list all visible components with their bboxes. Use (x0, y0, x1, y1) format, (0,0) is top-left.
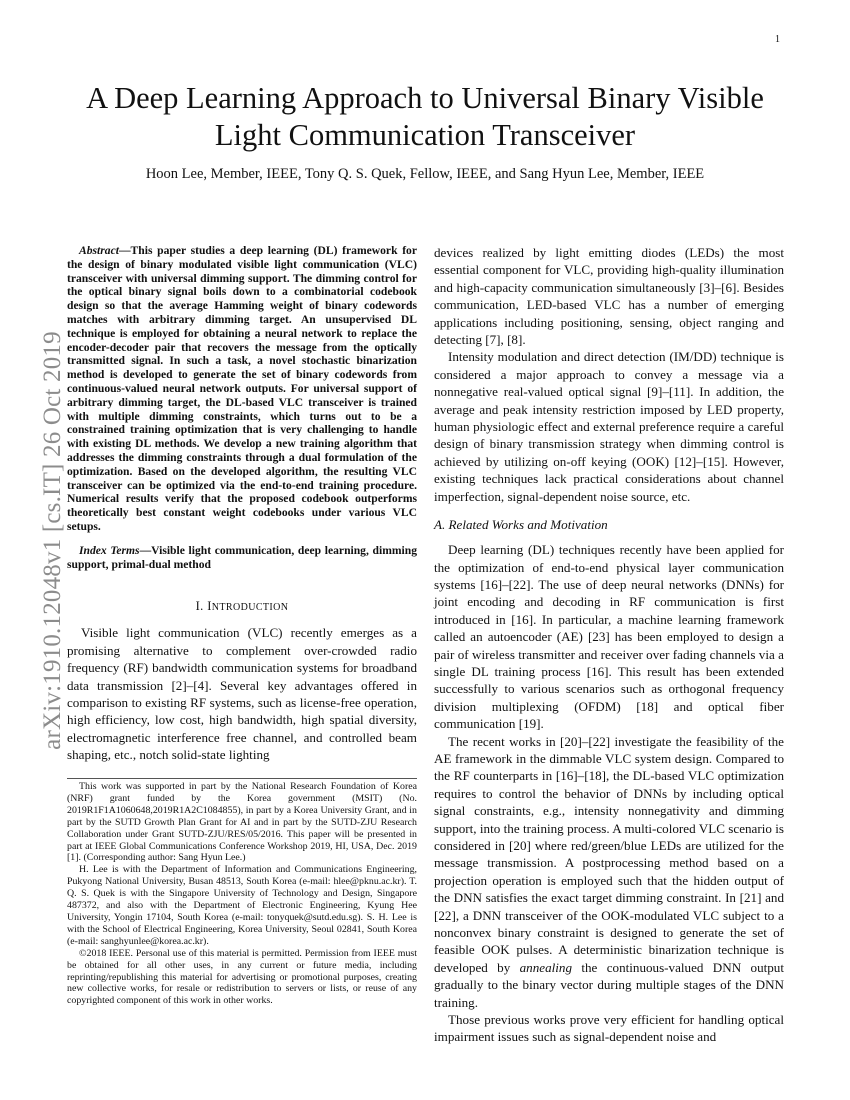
intro-paragraph-1: Visible light communication (VLC) recently emerges as a promising alternative to complement over-crowded radio frequency (RF) bandwidth communication systems for broadband data transmission [2]–[4]. Several key advantages offered in comparison to existing RF systems, such as license-free operation, high efficiency, low cost, high bandwidth, high spatial diversity, electromagnetic interference free channel, and controlled beam shaping, etc., notch solid-state lighting (67, 625, 417, 763)
footnote-copyright: ©2018 IEEE. Personal use of this material is permitted. Permission from IEEE must be obtained for all other uses, in any current or future media, including reprinting/republishing this material for advertising or promotional purposes, creating new collective works, for resale or redistribution to servers or lists, or reuse of any copyrighted component of this work in other works. (67, 947, 417, 1007)
related-paragraph-3: Those previous works prove very efficient for handling optical impairment issues such as signal-dependent noise and (434, 1012, 784, 1045)
arxiv-stamp: arXiv:1910.12048v1 [cs.IT] 26 Oct 2019 (39, 331, 66, 750)
related-paragraph-2-emphasis: annealing (519, 959, 572, 975)
abstract (67, 244, 417, 534)
footnote-funding: This work was supported in part by the National Research Foundation of Korea (NRF) grant funded by the Korea government (MSIT) (No. 2019R1F1A1060648,2019R1A2C1084855), in part by a Korea University Grant, and in part by the SUTD Growth Plan Grant for AI and in part by the SUTD-ZJU Research Collaboration under Grant SUTD-ZJU/RES/05/2016. This paper will be presented in part at IEEE Global Communications Conference Workshop 2019, HI, USA, Dec. 2019 [1]. (Corresponding author: Sang Hyun Lee.) (67, 781, 417, 864)
footnote-affiliations: H. Lee is with the Department of Information and Communications Engineering, Pukyong National University, Busan 48513, South Korea (e-mail: hlee@pknu.ac.kr). T. Q. S. Quek is with the Singapore University of Technology and Design, Singapore 487372, and also with the Department of Electronic Engineering, Kyung Hee University, Yongin 17104, South Korea (e-mail: tonyquek@sutd.edu.sg). S. H. Lee is with the School of Electrical Engineering, Korea University, Seoul 02841, South Korea (e-mail: sanghyunlee@korea.ac.kr). (67, 864, 417, 947)
subsection-heading: A. Related Works and Motivation (434, 517, 608, 533)
related-paragraph-2-a: The recent works in [20]–[22] investigate the feasibility of the AE framework in the dimmable VLC system design. Compared to the RF counterparts in [16]–[18], the DL-based VLC optimization requires to control the behavior of DNNs by including optical signal constraints, e.g., intensity nonnegativity and dimming support, into the training process. A multi-colored VLC scenario is considered in [20] where red/green/blue LEDs are utilized for the message transmission. A postprocessing method based on a projection operation is employed such that the hidden output of the DNN satisfies the exact target dimming constraint. In [21] and [22], a DNN transceiver of the OOK-modulated VLC subject to a nonconvex binary constraint is designed to generate the set of feasible OOK pulses. A deterministic binarization technique is developed by (434, 733, 784, 975)
index-terms (67, 544, 417, 572)
index-terms-label: Index Terms (79, 543, 140, 557)
related-paragraph-1: Deep learning (DL) techniques recently have been applied for the optimization of end-to-end physical layer communication systems [16]–[22]. The use of deep neural networks (DNNs) for joint encoding and decoding in RF communication is first introduced in [16]. In particular, a machine learning framework called an autoencoder (AE) [23] has been employed to design a pair of wireless transmitter and receiver over fading channels via a single DL training process [16]. This result has been extended successfully to various scenarios such as orthogonal frequency division multiplexing (OFDM) [18] and optical fiber communication [19]. (434, 542, 784, 732)
right-column (434, 244, 784, 1046)
abstract-text: —This paper studies a deep learning (DL) framework for the design of binary modulated visible light communication (VLC) transceiver with universal dimming support. The dimming control for the optical binary signal boils down to a combinatorial codebook design so that the average Hamming weight of binary codewords matches with arbitrary dimming target. An unsupervised DL technique is employed for obtaining a neural network to replace the encoder-decoder pair that recovers the message from the optically transmitted signal. In such a task, a novel stochastic binarization method is developed to generate the set of binary codewords from continuous-valued neural network outputs. For universal support of arbitrary dimming target, the DL-based VLC transceiver is trained with multiple dimming constraints, which turns out to be a constrained training optimization that is very challenging to handle with existing DL methods. We develop a new training algorithm that addresses the dimming constraints through a dual formulation of the optimization. Based on the developed algorithm, the resulting VLC transceiver can be optimized via the end-to-end training procedure. Numerical results verify that the proposed codebook outperforms theoretically best constant weight codebooks under various VLC setups. (67, 244, 417, 533)
index-terms-text: —Visible light communication, deep learning, dimming support, primal-dual method (67, 543, 417, 571)
section-title-first: I (207, 599, 212, 614)
left-column (67, 244, 417, 764)
section-title-rest: NTRODUCTION (211, 602, 289, 614)
intro-paragraph-continued: devices realized by light emitting diodes (LEDs) the most essential component for VLC, providing high-quality illumination and high-capacity communication simultaneously [3]–[6]. Besides communication, LED-based VLC has a number of emerging applications including positioning, sensing, object ranging and detecting [7], [8]. (434, 245, 784, 348)
related-paragraph-2 (434, 733, 784, 1012)
related-paragraph-2-b: the continuous-valued DNN output gradually to the binary vector during multiple stages of the DNN training. (434, 959, 784, 1010)
section-numeral: I. (195, 599, 204, 614)
section-heading-introduction (67, 599, 417, 614)
page-number: 1 (775, 34, 780, 45)
footnotes (67, 778, 417, 1007)
intro-paragraph-2: Intensity modulation and direct detection (IM/DD) technique is considered a major approach to convey a message via a nonnegative real-valued optical signal [9]–[11]. In addition, the average and peak intensity restriction imposed by LED property, human physiologic effect and external preference require a careful design of binary transmission strategy when dimming control is achieved by utilizing on-off keying (OOK) [12]–[15]. However, existing techniques lack practical considerations about channel imperfection, signal-dependent noise source, etc. (434, 349, 784, 504)
paper-title: A Deep Learning Approach to Universal Binary Visible Light Communication Transceiver (86, 81, 764, 152)
author-text: Hoon Lee, Member, IEEE, Tony Q. S. Quek, Fellow, IEEE, and Sang Hyun Lee, Member, IEEE (145, 166, 705, 182)
abstract-label: Abstract (79, 244, 119, 257)
author-line (60, 166, 790, 183)
